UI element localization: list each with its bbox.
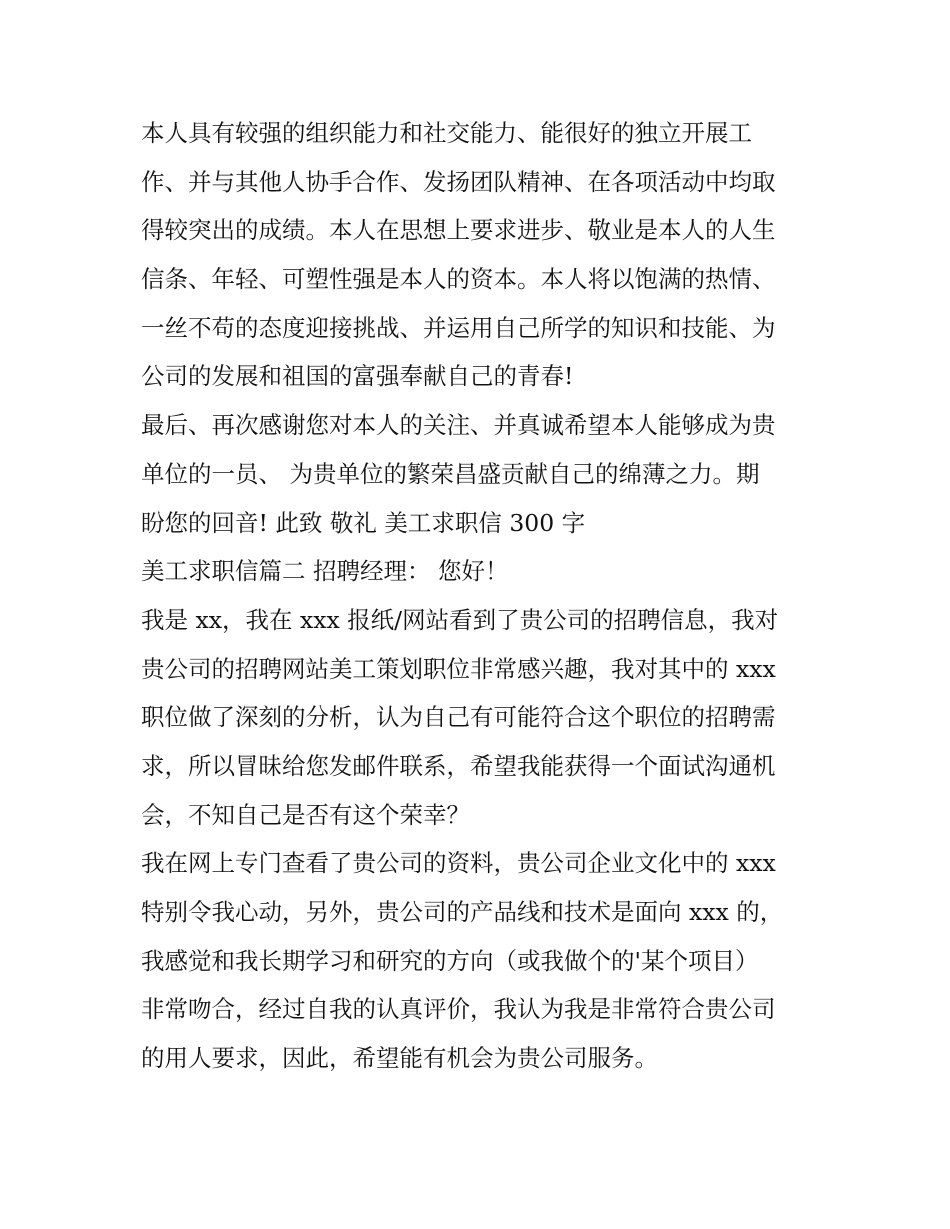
text-line-14: 求，所以冒昧给您发邮件联系，希望我能获得一个面试沟通机 (141, 751, 776, 780)
text-line-12: 贵公司的招聘网站美工策划职位非常感兴趣，我对其中的 xxx (141, 654, 776, 683)
text-line-3: 得较突出的成绩。本人在思想上要求进步、敬业是本人的人生 (141, 216, 776, 245)
text-line-6: 公司的发展和祖国的富强奉献自己的青春! (141, 362, 574, 391)
text-line-11: 我是 xx，我在 xxx 报纸/网站看到了贵公司的招聘信息，我对 (141, 605, 779, 634)
section-heading-line: 美工求职信篇二 招聘经理： 您好！ (141, 557, 509, 586)
text-line-20: 的用人要求，因此，希望能有机会为贵公司服务。 (141, 1044, 658, 1073)
text-line-8: 单位的一员、 为贵单位的繁荣昌盛贡献自己的绵薄之力。期 (141, 459, 760, 488)
text-line-18: 我感觉和我长期学习和研究的方向（或我做个的'某个项目） (141, 946, 759, 975)
text-line-5: 一丝不苟的态度迎接挑战、并运用自己所学的知识和技能、为 (141, 313, 776, 342)
text-line-7: 最后、再次感谢您对本人的关注、并真诚希望本人能够成为贵 (141, 411, 776, 440)
letter-body (141, 109, 821, 1083)
text-line-9: 盼您的回音! 此致 敬礼 美工求职信 300 字 (141, 508, 586, 537)
text-line-13: 职位做了深刻的分析，认为自己有可能符合这个职位的招聘需 (141, 703, 776, 732)
text-line-2: 作、并与其他人协手合作、发扬团队精神、在各项活动中均取 (141, 167, 776, 196)
text-line-15: 会，不知自己是否有这个荣幸？ (141, 800, 470, 829)
text-line-17: 特别令我心动，另外，贵公司的产品线和技术是面向 xxx 的， (141, 898, 784, 926)
text-line-19: 非常吻合，经过自我的认真评价，我认为我是非常符合贵公司 (141, 995, 776, 1024)
text-line-16: 我在网上专门查看了贵公司的资料，贵公司企业文化中的 xxx (141, 849, 776, 878)
text-line-4: 信条、年轻、可塑性强是本人的资本。本人将以饱满的热情、 (141, 265, 776, 294)
text-line-1: 本人具有较强的组织能力和社交能力、能很好的独立开展工 (141, 119, 752, 147)
